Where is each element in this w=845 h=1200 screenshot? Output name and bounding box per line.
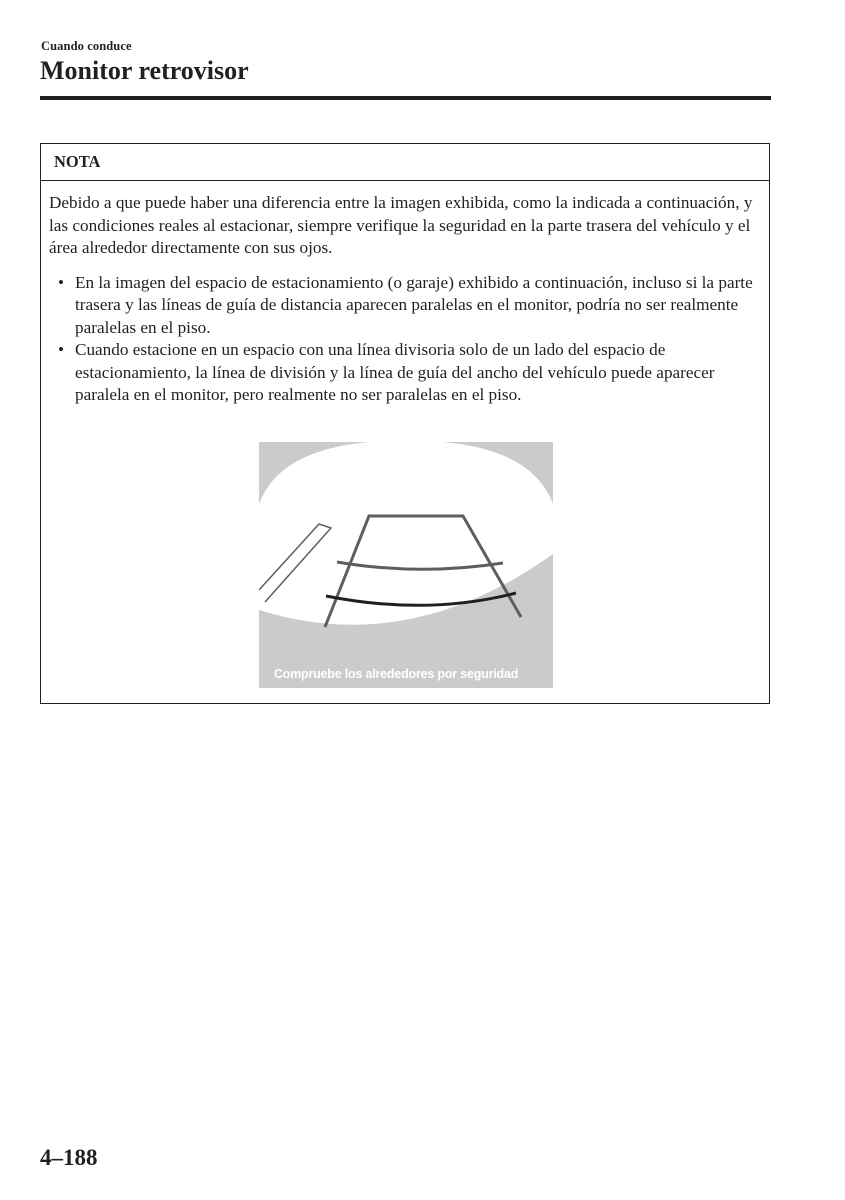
rear-camera-monitor-illustration (259, 442, 553, 688)
note-bullet-list (49, 272, 761, 407)
note-intro: Debido a que puede haber una diferencia entre la imagen exhibida, como la indicada a continuación, y las condiciones reales al estacionar, siempre verifique la seguridad en la parte trasera del vehículo y el área alrededor directamente con sus ojos. (49, 193, 753, 257)
note-bullet-item (49, 339, 761, 407)
section-label: Cuando conduce (41, 39, 132, 53)
note-bullet-item (49, 272, 761, 340)
page-number: 4–188 (40, 1145, 98, 1170)
note-body (49, 192, 761, 407)
note-box (40, 143, 770, 704)
bullet-icon: • (58, 340, 65, 359)
monitor-caption: Compruebe los alrededores por seguridad (273, 667, 519, 681)
note-bullet-text: Cuando estacione en un espacio con una línea divisoria solo de un lado del espacio de estacionamiento, la línea de división y la línea de guía del ancho del vehículo puede aparecer paralela en el monitor, pero realmente no ser paralelas en el piso. (75, 340, 715, 404)
page-title: Monitor retrovisor (40, 56, 249, 85)
title-rule (40, 96, 771, 100)
monitor-view (259, 442, 553, 688)
note-header: NOTA (41, 144, 769, 181)
note-bullet-text: En la imagen del espacio de estacionamiento (o garaje) exhibido a continuación, incluso si la parte trasera y las líneas de guía de distancia aparecen paralelas en el monitor, podría no ser realmente paralelas en el piso. (75, 272, 753, 337)
bullet-icon: • (58, 272, 65, 292)
